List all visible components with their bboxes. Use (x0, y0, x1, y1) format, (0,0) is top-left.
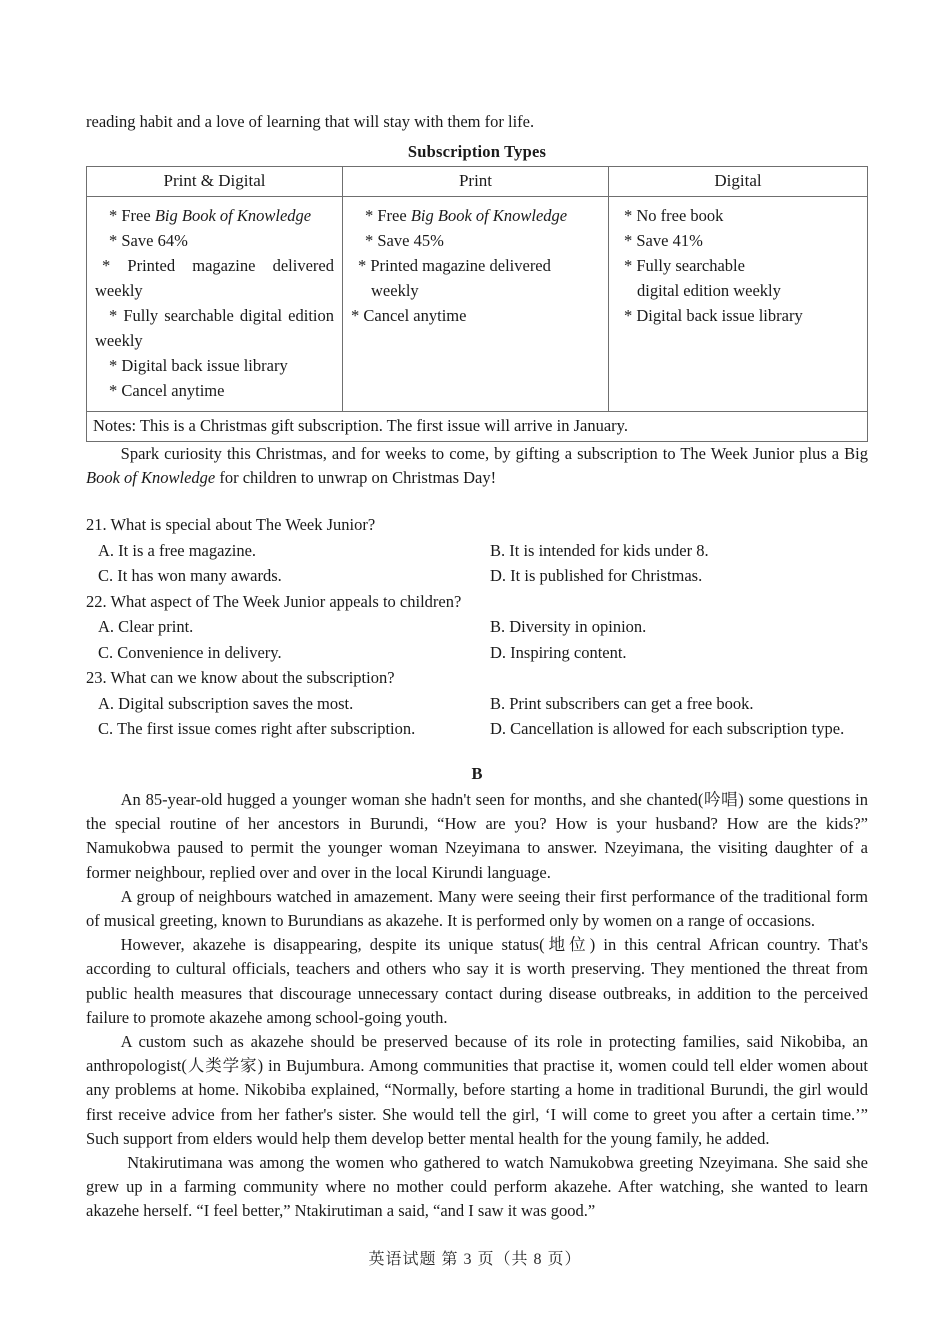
section-b-paragraph-2: A group of neighbours watched in amazement. Many were seeing their first performance of the traditional form of musical greeting, known to Burundians as akazehe. It is performed only by women on a range of occasions. (86, 886, 868, 930)
feature-item: * No free book (624, 206, 724, 225)
feature-item: * Save 45% (365, 231, 444, 250)
question-22-options-row-2 (86, 640, 868, 666)
feature-item: * Cancel anytime (351, 306, 467, 325)
cell-notes (87, 412, 868, 442)
column-header-digital: Digital (609, 167, 868, 197)
question-21-options-row-1 (86, 538, 868, 564)
feature-item-cont: weekly (371, 281, 419, 300)
feature-item-cont: weekly (95, 331, 143, 350)
feature-item: * Free Big Book of Knowledge (365, 206, 568, 225)
feature-item: * Digital back issue library (109, 356, 288, 375)
question-23-stem: 23. What can we know about the subscription? (86, 668, 395, 688)
cell-print (343, 197, 609, 412)
feature-item: * Printed magazine delivered (358, 256, 551, 275)
table-caption: Subscription Types (407, 142, 547, 161)
page-content (86, 110, 868, 1224)
column-header-print: Print (343, 167, 609, 197)
option-21-c[interactable]: C. It has won many awards. (98, 566, 282, 586)
option-21-a[interactable]: A. It is a free magazine. (98, 540, 257, 560)
section-b-letter: B (471, 763, 483, 783)
question-23-options-row-1 (86, 691, 868, 717)
table-header-row (87, 167, 868, 197)
question-22-options-row-1 (86, 614, 868, 640)
notes-text: Notes: This is a Christmas gift subscription. The first issue will arrive in January. (93, 416, 628, 435)
continuation-line: reading habit and a love of learning that will stay with them for life. (86, 112, 535, 131)
option-22-c[interactable]: C. Convenience in delivery. (98, 642, 282, 662)
section-b-paragraph-3: However, akazehe is disappearing, despite its unique status(地位) in this central African country. That's according to cultural officials, teachers and others who say it is worth preserving. They mentioned the threat from public health measures that discourage unnecessary contact during disease outbreaks, in addition to the perceived failure to promote akazehe among school-going youth. (86, 935, 868, 1027)
feature-item: * Cancel anytime (109, 381, 225, 400)
question-23-options-row-2 (86, 716, 868, 742)
option-22-b[interactable]: B. Diversity in opinion. (490, 617, 647, 637)
section-b-paragraph-4: A custom such as akazehe should be preserved because of its role in protecting families, said Nikobiba, an anthropologist(人类学家) in Bujumbura. Among communities that practise it, women could tell elder women about any problems at home. Nikobiba explained, “Normally, before starting a home in traditional Burundi, the girl would first receive advice from her father's sister. She would tell the girl, ‘I will come to greet you after a certain time.’” Such support from elders would help them develop better mental health for the young family, he added. (86, 1031, 868, 1148)
cell-digital (609, 197, 868, 412)
option-22-d[interactable]: D. Inspiring content. (490, 642, 627, 662)
question-22 (86, 589, 868, 666)
section-b-paragraph-5: Ntakirutimana was among the women who gathered to watch Namukobwa greeting Nzeyimana. She said she grew up in a farming community where no mother could perform akazehe. After watching, she wanted to learn akazehe herself. “I feel better,” Ntakirutiman a said, “and I saw it was good.” (86, 1152, 868, 1221)
question-21-stem: 21. What is special about The Week Junior? (86, 515, 376, 535)
cell-print-digital (87, 197, 343, 412)
feature-item: * Fully searchable digital edition (109, 306, 334, 325)
feature-item-cont: weekly (95, 281, 143, 300)
spacer (86, 490, 868, 512)
section-b-paragraph-1: An 85-year-old hugged a younger woman she hadn't seen for months, and she chanted(吟唱) some questions in the special routine of her ancestors in Burundi, “How are you? How is your husband? How are the kids?” Namukobwa paused to permit the younger woman Nzeyimana to answer. Nzeyimana, the visiting daughter of a former neighbour, replied over and over in the local Kirundi language. (86, 789, 868, 882)
question-21 (86, 512, 868, 589)
option-23-b[interactable]: B. Print subscribers can get a free book. (490, 693, 754, 713)
option-23-c[interactable]: C. The first issue comes right after subscription. (98, 719, 416, 739)
post-table-paragraph: Spark curiosity this Christmas, and for weeks to come, by gifting a subscription to The Week Junior plus a Big Book of Knowledge for children to unwrap on Christmas Day! (86, 444, 868, 488)
feature-item: * Save 41% (624, 231, 703, 250)
table-notes-row (87, 412, 868, 442)
feature-item: * Free Big Book of Knowledge (109, 206, 312, 225)
option-23-d[interactable]: D. Cancellation is allowed for each subscription type. (490, 719, 845, 739)
feature-item: * Fully searchable (624, 256, 745, 275)
question-22-stem: 22. What aspect of The Week Junior appeals to children? (86, 591, 462, 611)
column-header-print-digital: Print & Digital (87, 167, 343, 197)
question-23 (86, 665, 868, 742)
question-21-options-row-2 (86, 563, 868, 589)
page-footer: 英语试题 第 3 页（共 8 页） (368, 1251, 582, 1268)
feature-item: * Digital back issue library (624, 306, 803, 325)
feature-item: * Printed magazine delivered (102, 256, 334, 275)
feature-item: * Save 64% (109, 231, 188, 250)
option-23-a[interactable]: A. Digital subscription saves the most. (98, 693, 354, 713)
table-body-row (87, 197, 868, 412)
option-21-b[interactable]: B. It is intended for kids under 8. (490, 540, 709, 560)
subscription-types-table (86, 166, 868, 442)
option-22-a[interactable]: A. Clear print. (98, 617, 194, 637)
feature-item-cont: digital edition weekly (637, 281, 781, 300)
option-21-d[interactable]: D. It is published for Christmas. (490, 566, 703, 586)
